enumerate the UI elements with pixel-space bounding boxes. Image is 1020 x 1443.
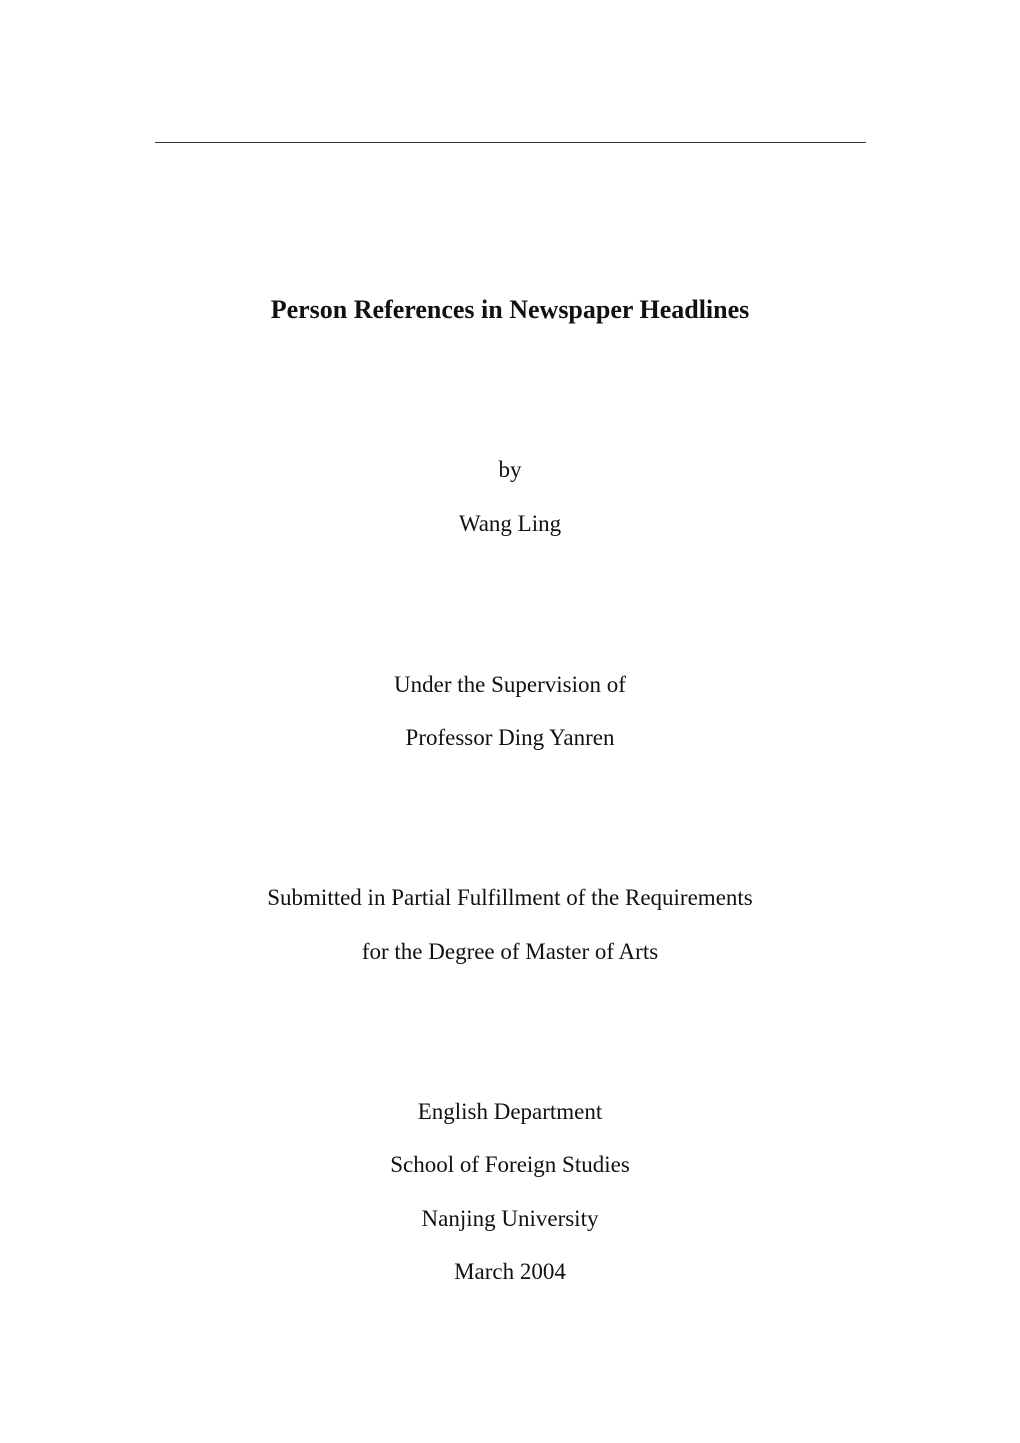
department: English Department bbox=[417, 1099, 603, 1124]
supervisor-name: Professor Ding Yanren bbox=[405, 725, 615, 750]
school: School of Foreign Studies bbox=[390, 1152, 630, 1177]
submission-line-2: for the Degree of Master of Arts bbox=[361, 939, 659, 964]
author-name: Wang Ling bbox=[458, 511, 562, 536]
by-label: by bbox=[498, 457, 522, 482]
thesis-title: Person References in Newspaper Headlines bbox=[270, 295, 750, 324]
submission-date: March 2004 bbox=[454, 1259, 566, 1284]
university: Nanjing University bbox=[421, 1206, 599, 1231]
submission-line-1: Submitted in Partial Fulfillment of the Requirements bbox=[267, 885, 753, 910]
supervision-label: Under the Supervision of bbox=[394, 672, 626, 697]
top-rule bbox=[155, 142, 866, 143]
